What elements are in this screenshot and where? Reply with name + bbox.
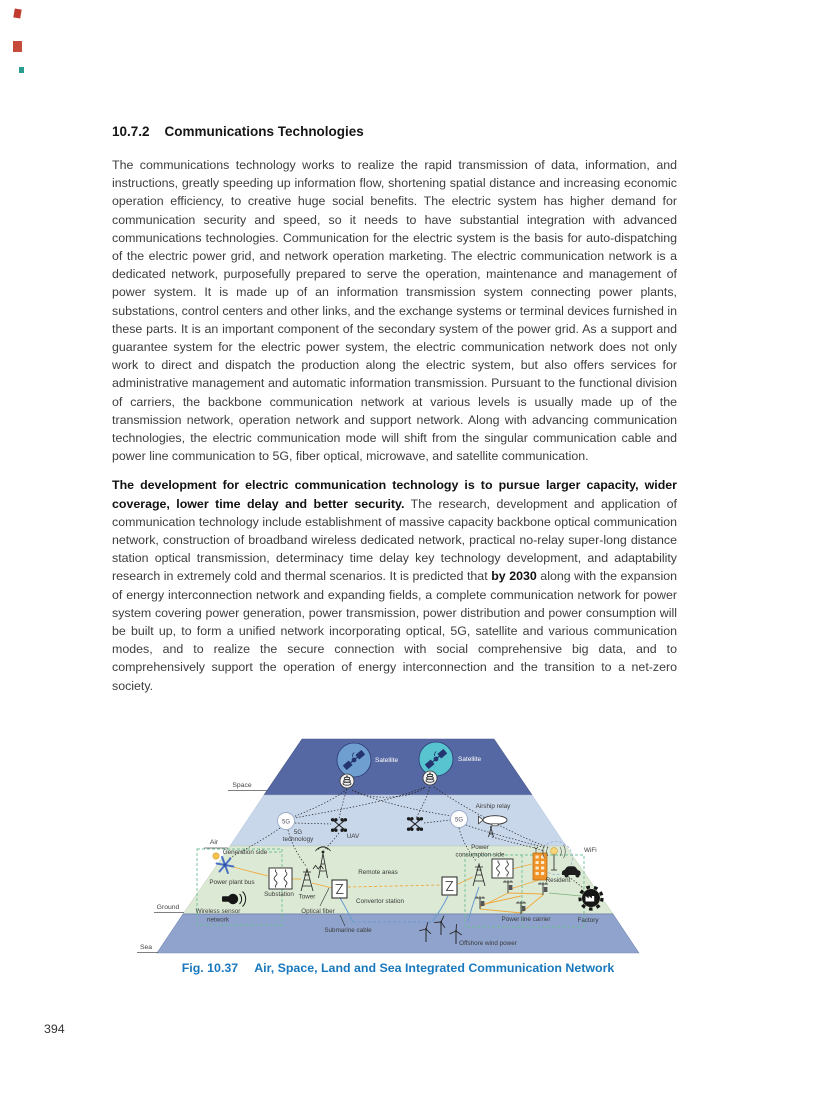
paragraph-2-middle: The research, development and application of communication technology include establishment of massive capacity backbone optical communication network, construction of broadband wireless dedicated network, practical no-relay super-long distance station optical transmission, determinacy time delay key technology development, and adaptability research in extremely cold and thermal scenarios. It is predicted that [112,496,677,584]
convertor-station-label: Convertor station [356,898,404,905]
space-layer-label: Space [232,782,252,789]
generation-side-label: Generation side [222,849,268,856]
power-line-carrier-label: Power line carrier [501,916,551,923]
5g-technology-label-line1: 5G [293,829,303,836]
section-heading [112,124,677,139]
remote-areas-label: Remote areas [358,869,398,876]
page-number: 394 [44,1022,65,1036]
5g-node-left [278,813,295,830]
air-layer-label: Air [209,839,219,846]
power-plant-bus-label: Power plant bus [209,879,255,886]
network-diagram [118,736,678,976]
tower-label: Tower [298,893,316,901]
satellite-icon [419,742,453,776]
figure-caption [118,961,678,975]
substation-label: Substation [264,891,294,898]
paragraph-1-text: The communications technology works to realize the rapid transmission of data, information, and instructions, greatly speeding up information flow, shortening spatial distance and increasing economic operation efficiency, to creative huge social benefits. The electric system has higher demand for communication security and speed, so it needs to have substantial integration with advanced communications technologies. Communication for the electric system is the basis for auto-dispatching of the electric power grid, and network operation marketing. The electric communication network is a dedicated network, purposefully prepared to serve the operation, maintenance and management of power system. It is made up of an information transmission system connecting power plants, substations, control centers and other links, and the exchange systems or terminal devices furnished in these parts. It is an important component of the secondary system of the power grid. As a support and guarantee system for the electric power system, the electric communication network does not only work to direct and dispatch the production along the electric system, but also offers services for administrative management and automatic information transmission. Pursuant to the functional division of carriers, the backbone communication network at various levels is usually made up of the transmission network, operation network and support network. Along with advancing communication technologies, the electric communication mode will shift from the singular communication cable and power line communication to 5G, fiber optical, microwave, and satellite communication. [112,158,677,464]
convertor-station-icon [442,877,457,895]
wireless-sensor-label-line1: Wireless sensor [195,908,241,915]
ground-station-dome-icon [423,771,437,785]
substation-icon [492,859,513,878]
airship-relay-label: Airship relay [475,803,511,810]
ground-layer-label: Ground [156,904,180,911]
consumption-label-line1: Power [471,844,489,851]
wireless-sensor-label-line2: network [206,916,230,924]
resident-label: Resident [545,877,571,884]
convertor-station-icon [332,880,347,898]
figure-caption-title: Air, Space, Land and Sea Integrated Communication Network [254,961,615,975]
paragraph-2 [112,476,677,694]
optical-fiber-label: Optical fiber [301,908,335,915]
sea-layer-label: Sea [139,944,153,951]
body-text [112,156,677,695]
offshore-wind-power-label: Offshore wind power [459,940,517,947]
paragraph-2-bold-year: by 2030 [491,569,537,584]
5g-node-right [451,811,468,828]
5g-left-label: 5G [281,819,291,826]
ground-station-dome-icon [340,774,354,788]
paragraph-2-lead: The development for electric communication technology is to pursue larger capacity, wider coverage, lower time delay and better security. [112,478,677,511]
5g-technology-label-line2: technology [282,836,314,843]
scan-artifact [13,8,21,18]
sea-layer-band [157,914,639,953]
space-layer-band [264,739,532,795]
section-title: Communications Technologies [164,124,364,139]
consumption-label-line2: consumption side [455,851,505,859]
paragraph-1 [112,156,677,465]
scan-artifact [13,41,22,52]
paragraph-2-rest: along with the expansion of energy interconnection network and expanding fields, a complete communication network for power system covering power generation, power transmission, power distribution and power consumption will be built up, to form a unified network incorporating optical, 5G, satellite and various communication modes, and to realize the secure connection with social comprehensive big data, and to comprehensively support the operation of energy interconnection and the transition to a net-zero society. [112,569,678,693]
wifi-label: WiFi [584,847,597,854]
5g-right-label: 5G [454,817,464,824]
figure-caption-label: Fig. 10.37 [181,961,239,975]
satellite1-label: Satellite [375,757,399,764]
satellite2-label: Satellite [458,756,482,763]
submarine-cable-label: Submarine cable [324,927,372,934]
section-number: 10.7.2 [112,124,150,139]
uav-label: UAV [346,833,360,840]
factory-label: Factory [577,917,599,924]
substation-icon [269,868,292,889]
satellite-icon [337,743,371,777]
scan-artifact [19,67,24,73]
figure-diagram [118,736,678,976]
